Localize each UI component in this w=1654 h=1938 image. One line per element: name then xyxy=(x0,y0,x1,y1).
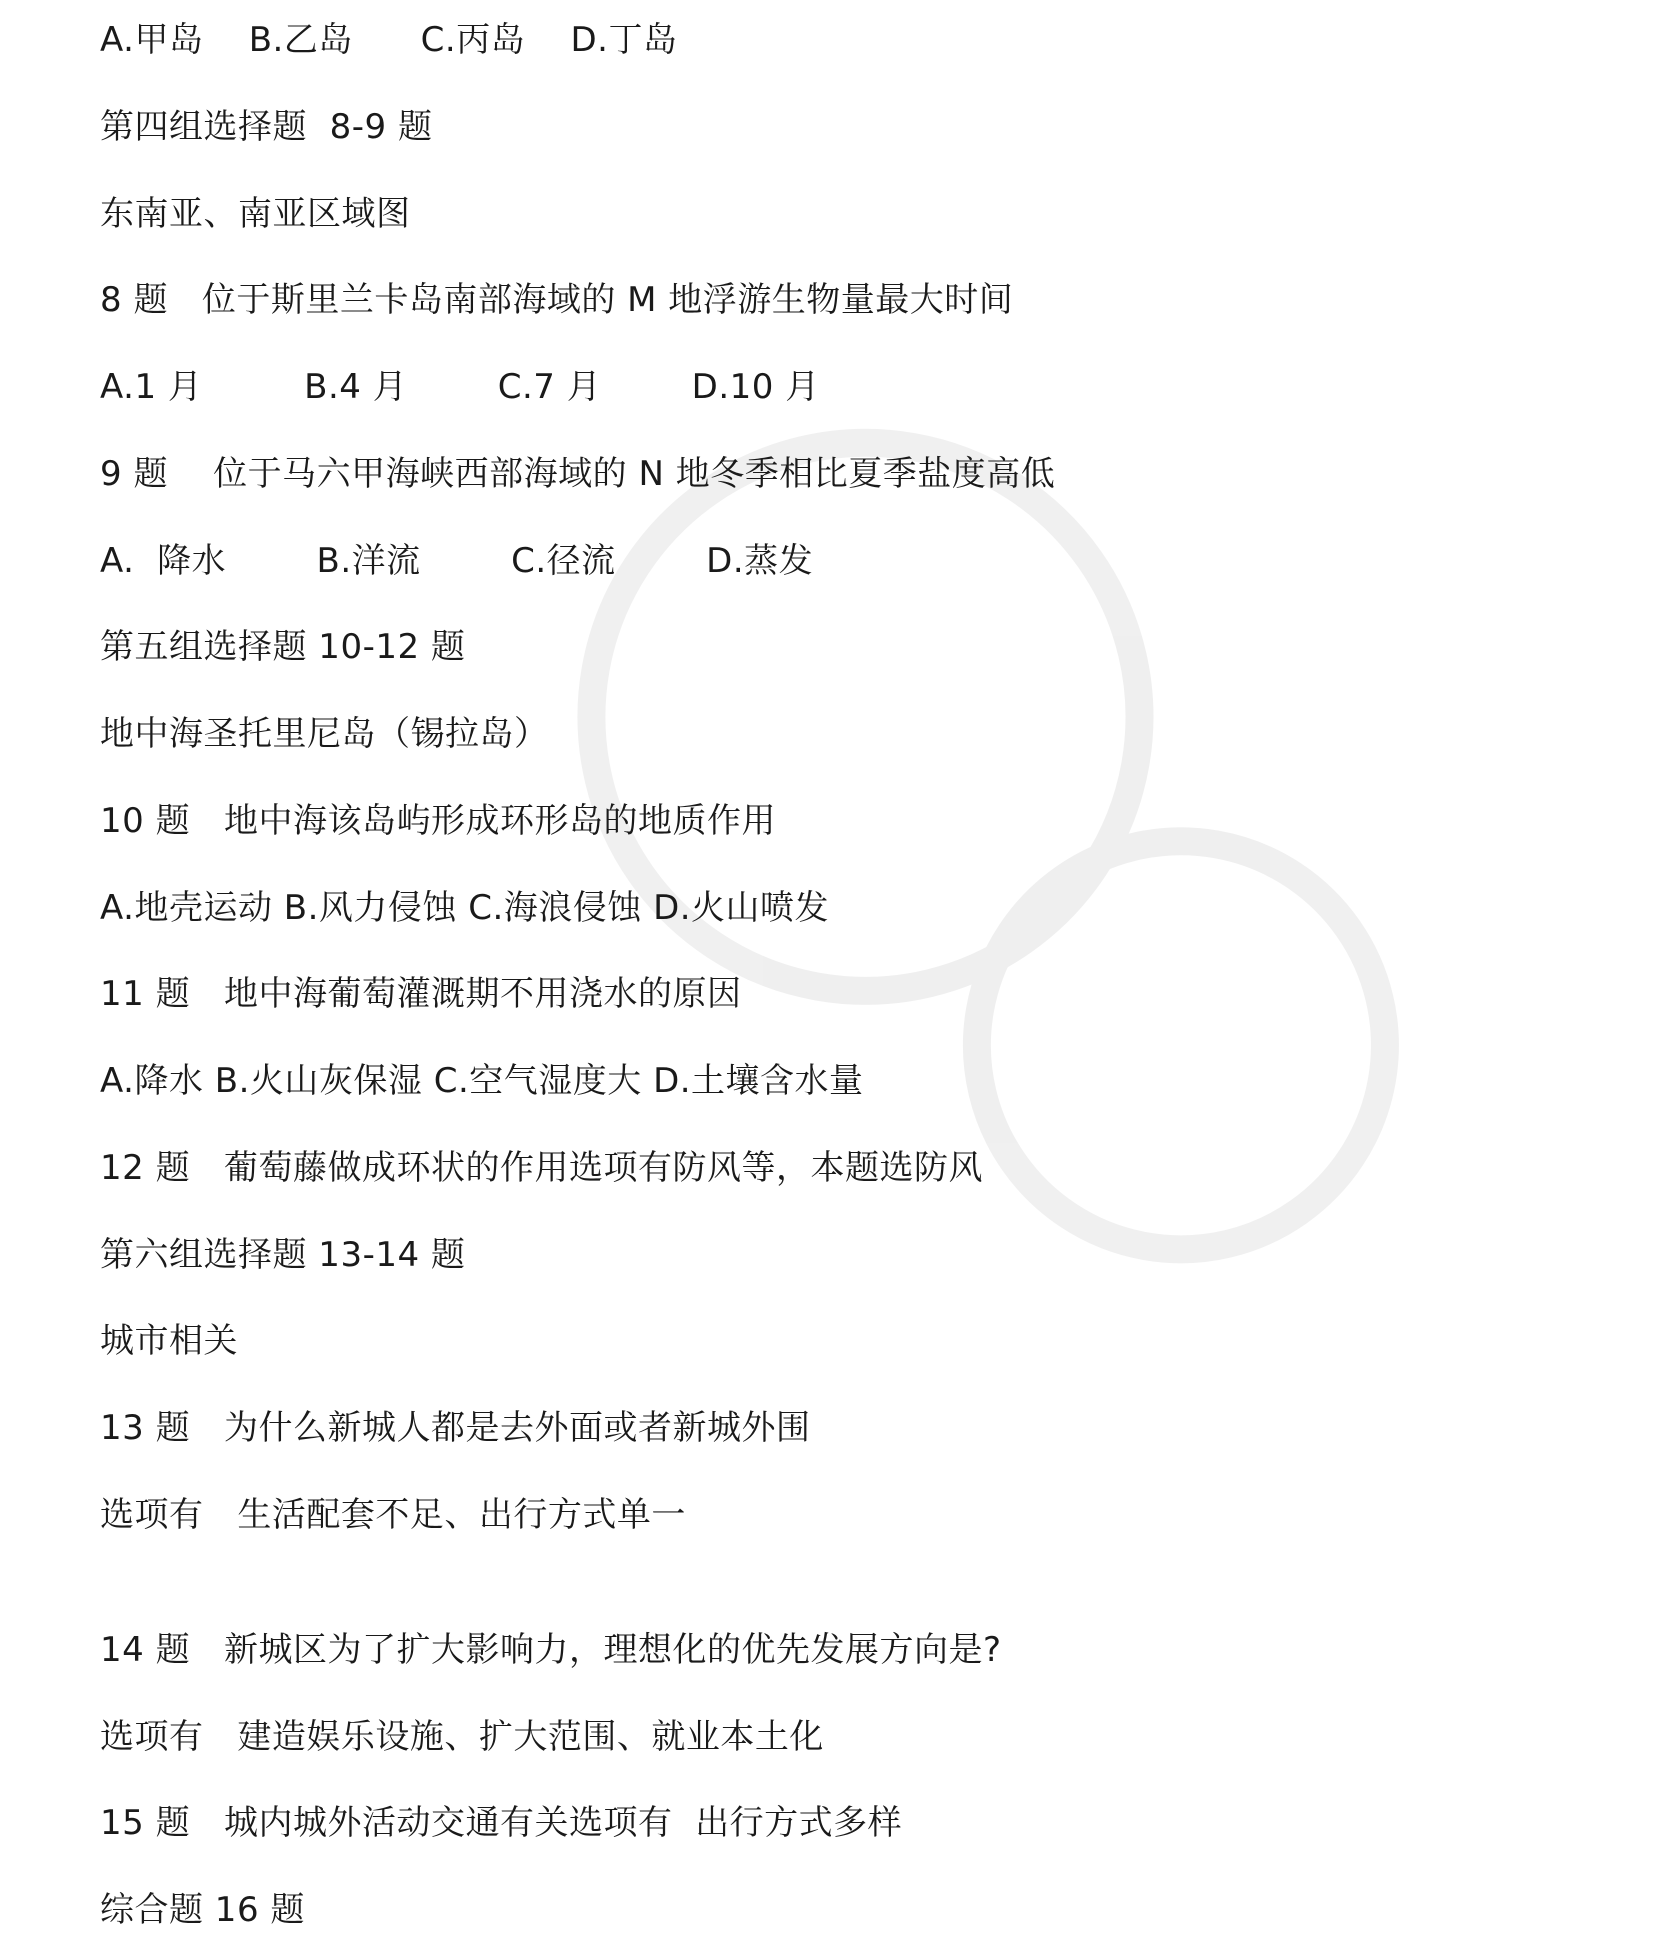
topic-caption-city: 城市相关 xyxy=(100,1321,238,1361)
section-heading-group-6: 第六组选择题 13-14 题 xyxy=(100,1235,466,1275)
answer-options-q10: A.地壳运动 B.风力侵蚀 C.海浪侵蚀 D.火山喷发 xyxy=(100,888,830,928)
answer-options-q13: 选项有 生活配套不足、出行方式单一 xyxy=(100,1495,686,1535)
question-15: 15 题 城内城外活动交通有关选项有 出行方式多样 xyxy=(100,1803,903,1843)
answer-options-q11: A.降水 B.火山灰保湿 C.空气湿度大 D.土壤含水量 xyxy=(100,1061,864,1101)
section-heading-question-16: 综合题 16 题 xyxy=(100,1890,305,1930)
question-13: 13 题 为什么新城人都是去外面或者新城外围 xyxy=(100,1408,811,1448)
question-9: 9 题 位于马六甲海峡西部海域的 N 地冬季相比夏季盐度高低 xyxy=(100,454,1056,494)
section-heading-group-5: 第五组选择题 10-12 题 xyxy=(100,627,466,667)
map-caption-santorini: 地中海圣托里尼岛（锡拉岛） xyxy=(100,714,549,754)
question-8: 8 题 位于斯里兰卡岛南部海域的 M 地浮游生物量最大时间 xyxy=(100,280,1014,320)
answer-options-q8: A.1 月 B.4 月 C.7 月 D.10 月 xyxy=(100,367,820,407)
answer-options-islands: A.甲岛 B.乙岛 C.丙岛 D.丁岛 xyxy=(100,20,678,60)
question-10: 10 题 地中海该岛屿形成环形岛的地质作用 xyxy=(100,801,776,841)
question-11: 11 题 地中海葡萄灌溉期不用浇水的原因 xyxy=(100,974,742,1014)
map-caption-se-asia: 东南亚、南亚区域图 xyxy=(100,194,411,234)
answer-options-q9: A. 降水 B.洋流 C.径流 D.蒸发 xyxy=(100,541,814,581)
answer-options-q14: 选项有 建造娱乐设施、扩大范围、就业本土化 xyxy=(100,1717,824,1757)
question-14: 14 题 新城区为了扩大影响力，理想化的优先发展方向是? xyxy=(100,1630,1002,1670)
section-heading-group-4: 第四组选择题 8-9 题 xyxy=(100,107,433,147)
question-12: 12 题 葡萄藤做成环状的作用选项有防风等，本题选防风 xyxy=(100,1148,983,1188)
